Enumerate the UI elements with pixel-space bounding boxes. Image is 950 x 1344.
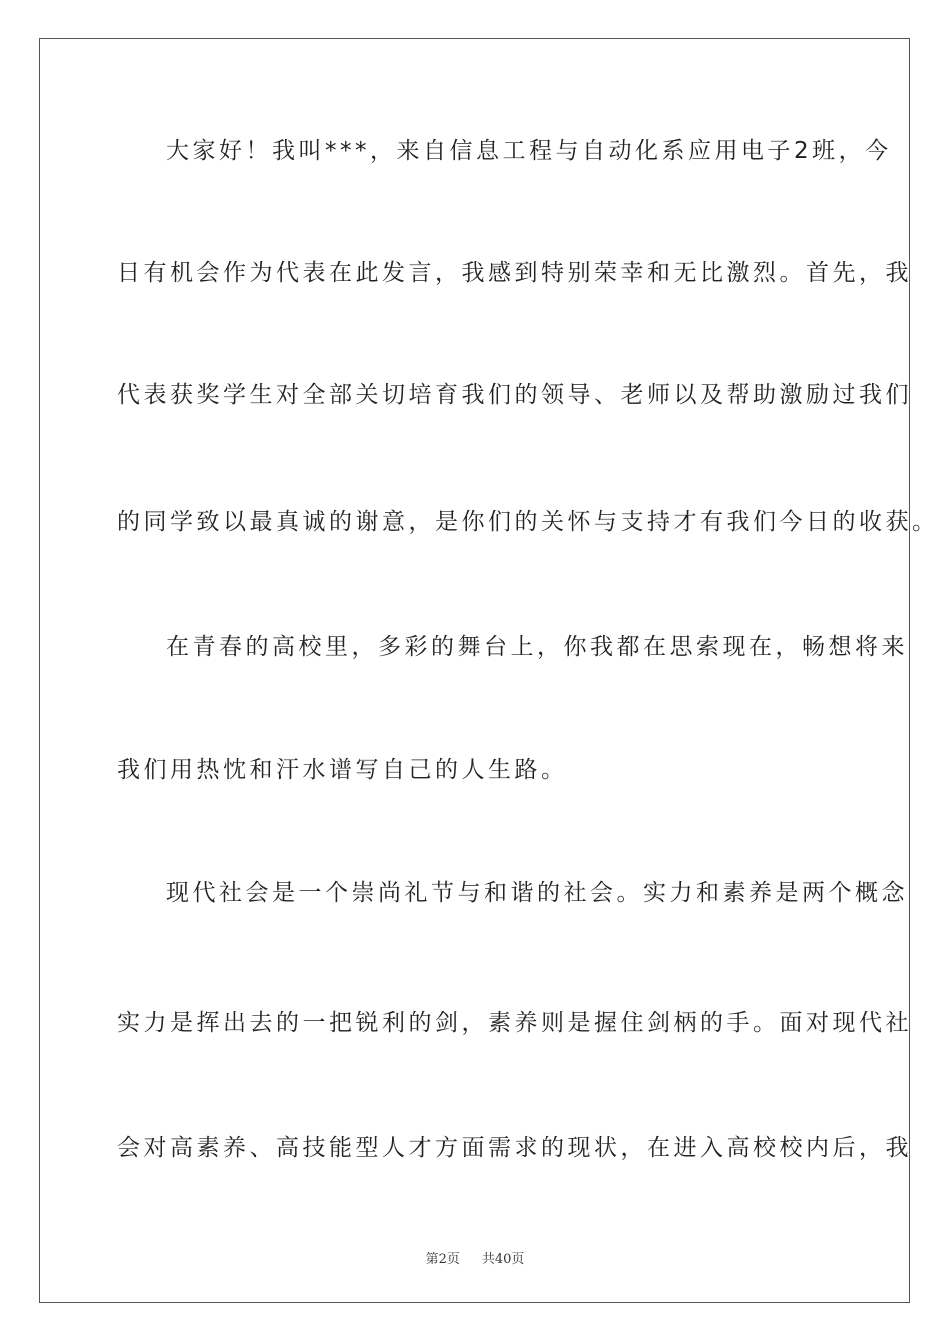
paragraph-line-2: 日有机会作为代表在此发言，我感到特别荣幸和无比激烈。首先，我 bbox=[117, 260, 912, 286]
paragraph-line-9: 会对高素养、高技能型人才方面需求的现状，在进入高校校内后，我 bbox=[117, 1135, 912, 1161]
page-frame bbox=[39, 38, 939, 1303]
paragraph-line-1: 大家好！我叫***，来自信息工程与自动化系应用电子2班，今 bbox=[166, 138, 892, 164]
page-total: 共40页 bbox=[481, 1252, 525, 1267]
paragraph-line-5: 在青春的高校里，多彩的舞台上，你我都在思索现在，畅想将来 bbox=[166, 634, 908, 660]
paragraph-line-6: 我们用热忱和汗水谱写自己的人生路。 bbox=[117, 757, 568, 783]
paragraph-line-4: 的同学致以最真诚的谢意，是你们的关怀与支持才有我们今日的收获。 bbox=[117, 509, 939, 535]
paragraph-line-8: 实力是挥出去的一把锐利的剑，素养则是握住剑柄的手。面对现代社 bbox=[117, 1010, 912, 1036]
page-footer bbox=[0, 1248, 950, 1267]
paragraph-line-3: 代表获奖学生对全部关切培育我们的领导、老师以及帮助激励过我们 bbox=[117, 382, 912, 408]
page-number: 第2页 bbox=[425, 1252, 460, 1267]
paragraph-line-7: 现代社会是一个崇尚礼节与和谐的社会。实力和素养是两个概念 bbox=[166, 880, 908, 906]
